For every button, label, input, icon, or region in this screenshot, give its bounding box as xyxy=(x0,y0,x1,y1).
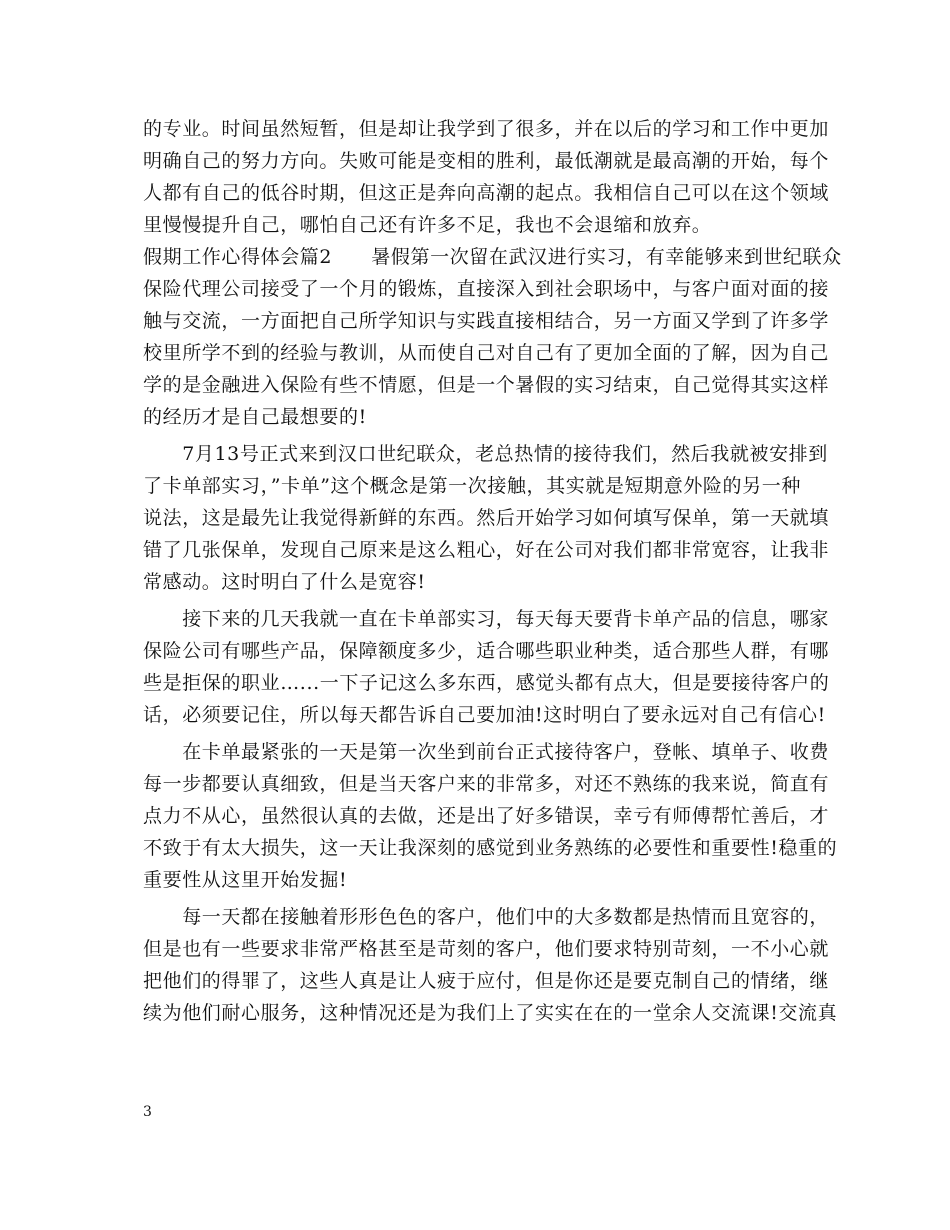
text-line: 保险代理公司接受了一个月的锻炼，直接深入到社会职场中，与客户面对面的接 xyxy=(143,278,830,300)
text-line: 说法，这是最先让我觉得新鲜的东西。然后开始学习如何填写保单，第一天就填 xyxy=(143,507,830,529)
text-line: 每一天都在接触着形形色色的客户，他们中的大多数都是热情而且宽容的， xyxy=(143,906,830,928)
text-line: 点力不从心，虽然很认真的去做，还是出了好多错误，幸亏有师傅帮忙善后，才 xyxy=(143,805,830,827)
text-line: 的专业。时间虽然短暂，但是却让我学到了很多，并在以后的学习和工作中更加 xyxy=(143,118,830,140)
text-line: 话，必须要记住，所以每天都告诉自己要加油!这时明白了要永远对自己有信心! xyxy=(143,704,826,726)
text-line: 重要性从这里开始发掘! xyxy=(143,869,348,891)
text-line: 学的是金融进入保险有些不情愿，但是一个暑假的实习结束，自己觉得其实这样 xyxy=(143,374,830,396)
text-line: 的经历才是自己最想要的! xyxy=(143,406,367,428)
text-line: 些是拒保的职业…...一下子记这么多东西，感觉头都有点大，但是要接待客户的 xyxy=(143,672,830,694)
text-line: 明确自己的努力方向。失败可能是变相的胜利，最低潮就是最高潮的开始，每个 xyxy=(143,150,830,172)
text-line: 里慢慢提升自己，哪怕自己还有许多不足，我也不会退缩和放弃。 xyxy=(143,214,712,236)
text-line: 校里所学不到的经验与教训，从而使自己对自己有了更加全面的了解，因为自己 xyxy=(143,342,830,364)
text-line: 触与交流，一方面把自己所学知识与实践直接相结合，另一方面又学到了许多学 xyxy=(143,310,830,332)
text-line: 把他们的得罪了，这些人真是让人疲于应付，但是你还是要克制自己的情绪，继 xyxy=(143,970,830,992)
text-line: 续为他们耐心服务，这种情况还是为我们上了实实在在的一堂余人交流课!交流真 xyxy=(143,1002,838,1024)
text-line: 不致于有太大损失，这一天让我深刻的感觉到业务熟练的必要性和重要性!稳重的 xyxy=(143,837,838,859)
text-line: 在卡单最紧张的一天是第一次坐到前台正式接待客户，登帐、填单子、收费 xyxy=(143,741,830,763)
body-text xyxy=(143,113,842,1029)
text-line: 人都有自己的低谷时期，但这正是奔向高潮的起点。我相信自己可以在这个领域 xyxy=(143,182,830,204)
text-line: 常感动。这时明白了什么是宽容! xyxy=(143,571,426,593)
text-line: 但是也有一些要求非常严格甚至是苛刻的客户，他们要求特别苛刻，一不小心就 xyxy=(143,938,830,960)
text-line: 每一步都要认真细致，但是当天客户来的非常多，对还不熟练的我来说，简直有 xyxy=(143,773,830,795)
section-heading-line: 假期工作心得体会篇2 暑假第一次留在武汉进行实习，有幸能够来到世纪联众 xyxy=(143,246,842,268)
text-line: 错了几张保单，发现自己原来是这么粗心，好在公司对我们都非常宽容，让我非 xyxy=(143,539,830,561)
text-line: 7月13号正式来到汉口世纪联众，老总热情的接待我们，然后我就被安排到 xyxy=(143,443,828,465)
text-line: 了卡单部实习，”卡单”这个概念是第一次接触，其实就是短期意外险的另一种 xyxy=(143,475,801,497)
page-number: 3 xyxy=(143,1104,152,1120)
text-line: 接下来的几天我就一直在卡单部实习，每天每天要背卡单产品的信息，哪家 xyxy=(143,608,830,630)
text-line: 保险公司有哪些产品，保障额度多少，适合哪些职业种类，适合那些人群，有哪 xyxy=(143,640,830,662)
